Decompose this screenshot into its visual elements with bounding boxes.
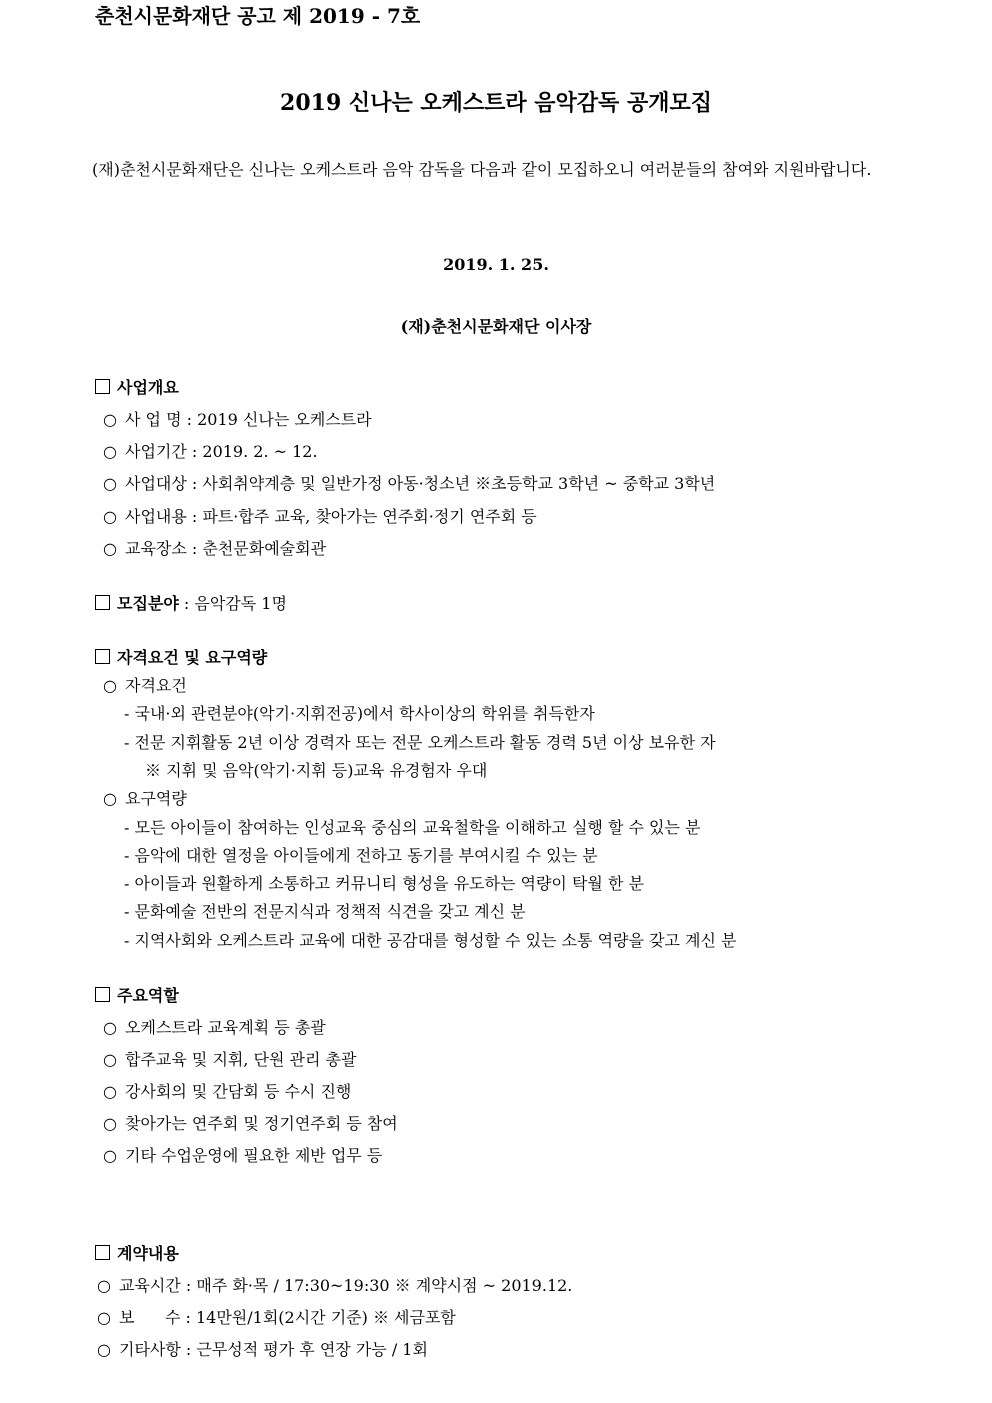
circle-bullet-icon: ○ <box>103 1018 117 1037</box>
circle-bullet-icon: ○ <box>103 1114 117 1133</box>
requirement-note: ※ 지휘 및 음악(악기·지휘 등)교육 유경험자 우대 <box>145 761 488 780</box>
role-item: ○ 합주교육 및 지휘, 단원 관리 총괄 <box>103 1050 357 1069</box>
competency-item: - 모든 아이들이 참여하는 인성교육 중심의 교육철학을 이해하고 실행 할 수 있는 분 <box>124 818 701 837</box>
checkbox-square-icon <box>95 1245 110 1260</box>
overview-item: ○ 사업내용 : 파트·합주 교육, 찾아가는 연주회·정기 연주회 등 <box>103 507 537 526</box>
role-item: ○ 찾아가는 연주회 및 정기연주회 등 참여 <box>103 1114 398 1133</box>
role-item: ○ 오케스트라 교육계획 등 총괄 <box>103 1018 326 1037</box>
overview-item: ○ 교육장소 : 춘천문화예술회관 <box>103 539 327 558</box>
requirements-label: ○ 자격요건 <box>103 676 187 695</box>
competency-item: - 지역사회와 오케스트라 교육에 대한 공감대를 형성할 수 있는 소통 역량을 갖고 계신 분 <box>124 931 737 950</box>
overview-item: ○ 사업대상 : 사회취약계층 및 일반가정 아동·청소년 ※초등학교 3학년 ~ 중학교 3학년 <box>103 474 716 493</box>
section-heading-overview: 사업개요 <box>95 375 179 398</box>
circle-bullet-icon: ○ <box>103 1082 117 1101</box>
competencies-label: ○ 요구역량 <box>103 789 187 808</box>
role-item: ○ 기타 수업운영에 필요한 제반 업무 등 <box>103 1146 383 1165</box>
notice-number: 춘천시문화재단 공고 제 2019 - 7호 <box>95 4 421 28</box>
contract-item: ○ 보 수 : 14만원/1회(2시간 기준) ※ 세금포함 <box>97 1308 456 1327</box>
circle-bullet-icon: ○ <box>103 410 117 429</box>
section-heading-recruit: 모집분야 : 음악감독 1명 <box>95 591 287 614</box>
circle-bullet-icon: ○ <box>103 442 117 461</box>
circle-bullet-icon: ○ <box>103 474 117 493</box>
overview-item: ○ 사 업 명 : 2019 신나는 오케스트라 <box>103 410 372 429</box>
issuer: (재)춘천시문화재단 이사장 <box>400 317 592 336</box>
section-heading-contract: 계약내용 <box>95 1241 179 1264</box>
circle-bullet-icon: ○ <box>103 507 117 526</box>
intro-paragraph: (재)춘천시문화재단은 신나는 오케스트라 음악 감독을 다음과 같이 모집하오니 여러분들의 참여와 지원바랍니다. <box>92 160 872 179</box>
notice-date: 2019. 1. 25. <box>443 255 549 274</box>
circle-bullet-icon: ○ <box>97 1340 111 1359</box>
recruit-value: : 음악감독 1명 <box>178 594 287 613</box>
competency-item: - 음악에 대한 열정을 아이들에게 전하고 동기를 부여시킬 수 있는 분 <box>124 846 598 865</box>
section-heading-roles: 주요역할 <box>95 983 179 1006</box>
circle-bullet-icon: ○ <box>103 539 117 558</box>
competency-item: - 문화예술 전반의 전문지식과 정책적 식견을 갖고 계신 분 <box>124 902 526 921</box>
circle-bullet-icon: ○ <box>103 676 117 695</box>
checkbox-square-icon <box>95 987 110 1002</box>
section-heading-qualifications: 자격요건 및 요구역량 <box>95 645 267 668</box>
checkbox-square-icon <box>95 379 110 394</box>
circle-bullet-icon: ○ <box>97 1308 111 1327</box>
circle-bullet-icon: ○ <box>97 1276 111 1295</box>
requirement-item: - 국내·외 관련분야(악기·지휘전공)에서 학사이상의 학위를 취득한자 <box>124 704 595 723</box>
contract-item: ○ 기타사항 : 근무성적 평가 후 연장 가능 / 1회 <box>97 1340 428 1359</box>
circle-bullet-icon: ○ <box>103 1050 117 1069</box>
circle-bullet-icon: ○ <box>103 1146 117 1165</box>
overview-item: ○ 사업기간 : 2019. 2. ~ 12. <box>103 442 318 461</box>
role-item: ○ 강사회의 및 간담회 등 수시 진행 <box>103 1082 352 1101</box>
page-title: 2019 신나는 오케스트라 음악감독 공개모집 <box>280 90 712 116</box>
contract-item: ○ 교육시간 : 매주 화·목 / 17:30~19:30 ※ 계약시점 ~ 2019.12. <box>97 1276 573 1295</box>
requirement-item: - 전문 지휘활동 2년 이상 경력자 또는 전문 오케스트라 활동 경력 5년 이상 보유한 자 <box>124 733 716 752</box>
checkbox-square-icon <box>95 649 110 664</box>
competency-item: - 아이들과 원활하게 소통하고 커뮤니티 형성을 유도하는 역량이 탁월 한 분 <box>124 874 644 893</box>
circle-bullet-icon: ○ <box>103 789 117 808</box>
checkbox-square-icon <box>95 595 110 610</box>
